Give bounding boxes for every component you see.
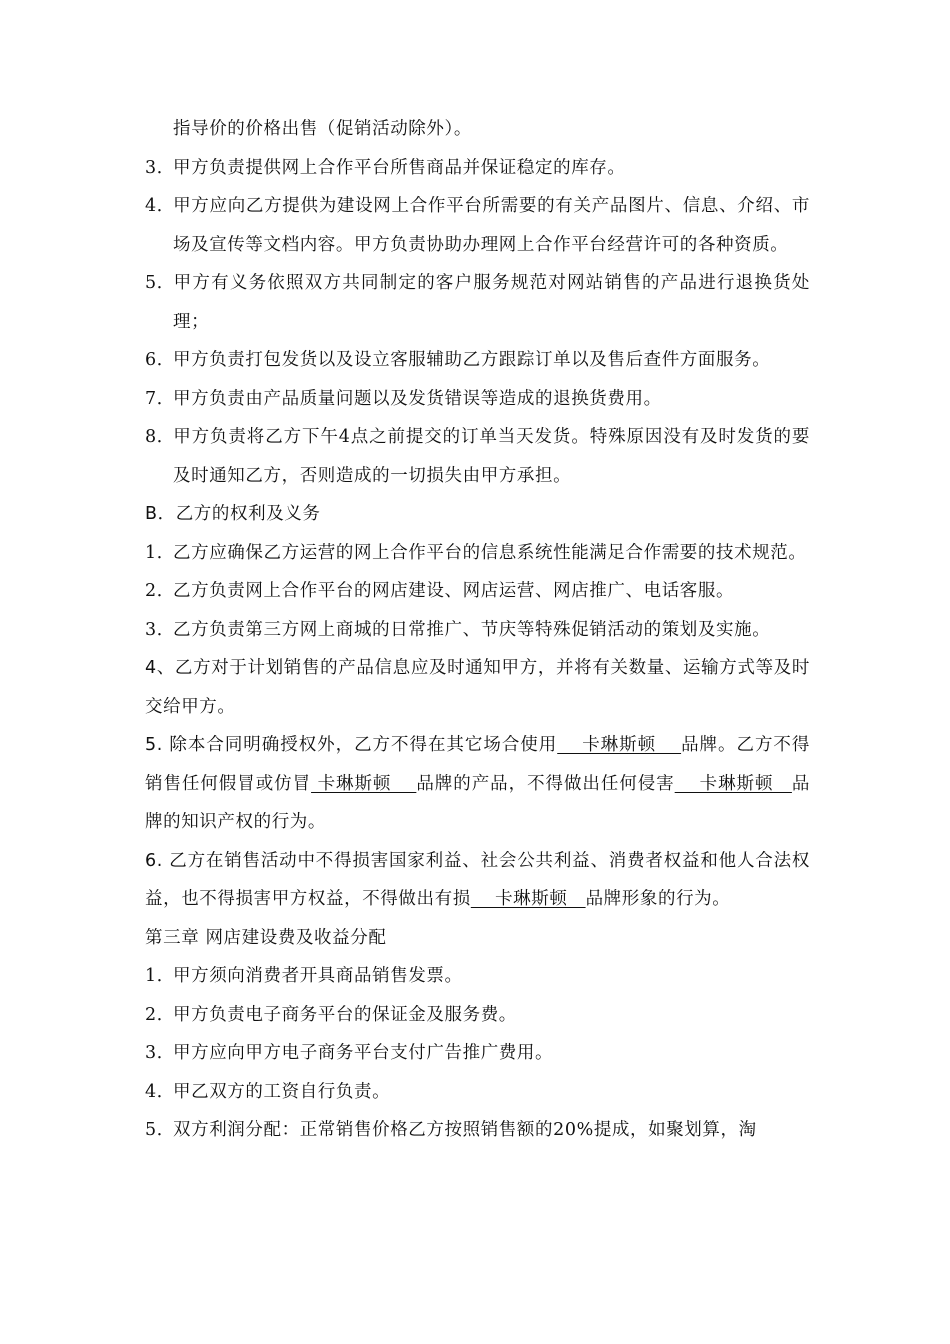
item-a7 [145, 380, 810, 419]
item-text: 甲方负责打包发货以及设立客服辅助乙方跟踪订单以及售后查件方面服务。 [173, 350, 771, 370]
item-text: 甲方有义务依照双方共同制定的客户服务规范对网站销售的产品进行退换货处理； [173, 273, 810, 332]
item-number: 1． [145, 542, 175, 563]
brand-name-underlined: 卡琳斯顿 [674, 773, 792, 794]
item-text: 甲方应向甲方电子商务平台支付广告推广费用。 [173, 1043, 554, 1063]
item-text: 品牌的产品，不得做出任何侵害 [416, 773, 675, 794]
item-text: 甲方须向消费者开具商品销售发票。 [173, 966, 463, 986]
item-b2 [145, 572, 810, 611]
item-text: 品牌。乙方不得销售任何假冒或仿冒 [145, 735, 810, 794]
item-text: 双方利润分配：正常销售价格乙方按照销售额的 [173, 1120, 554, 1140]
item-a8 [145, 418, 810, 495]
item-hour-value: 4 [338, 427, 351, 447]
item-percent-value: 20% [553, 1120, 594, 1140]
brand-name-underlined: 卡琳斯顿 [470, 889, 586, 909]
item-number: 3． [145, 157, 175, 178]
item-text: 甲方负责将乙方下午 [173, 427, 339, 447]
item-c4 [145, 1073, 810, 1112]
section-heading-b [145, 495, 810, 534]
item-b3 [145, 611, 810, 650]
item-b4 [145, 649, 810, 726]
item-text: 品牌形象的行为。 [585, 889, 731, 909]
item-number: 7． [145, 388, 175, 409]
item-a5 [145, 264, 810, 341]
brand-name-underlined: 卡琳斯顿 [311, 773, 417, 794]
item-number: 8． [145, 427, 175, 447]
item-c5 [145, 1111, 810, 1150]
item-text: 甲方负责提供网上合作平台所售商品并保证稳定的库存。 [173, 157, 626, 178]
item-b5 [145, 726, 810, 842]
item-number: 1． [145, 966, 175, 986]
item-text: 提成，如聚划算，淘 [593, 1120, 757, 1140]
item-a6 [145, 341, 810, 380]
item-text: 甲方应向乙方提供为建设网上合作平台所需要的有关产品图片、信息、介绍、市场及宣传等文档内容。甲方负责协助办理网上合作平台经营许可的各种资质。 [173, 196, 810, 255]
item-text: 5. 除本合同明确授权外，乙方不得在其它场合使用 [145, 735, 558, 755]
item-c1 [145, 957, 810, 996]
paragraph-text: 指导价的价格出售（促销活动除外）。 [173, 119, 472, 139]
item-text: 甲方负责电子商务平台的保证金及服务费。 [173, 1004, 517, 1025]
section-heading-text: B．乙方的权利及义务 [145, 504, 321, 524]
chapter-heading [145, 919, 810, 958]
item-c2 [145, 996, 810, 1035]
item-text: 品牌的知识产权的行为。 [145, 773, 811, 832]
item-number: 4． [145, 196, 175, 216]
brand-name-underlined: 卡琳斯顿 [557, 735, 682, 755]
item-number: 2． [145, 1004, 175, 1025]
item-number: 6． [145, 350, 175, 370]
item-text: 乙方负责网上合作平台的网店建设、网店运营、网店推广、电话客服。 [173, 581, 735, 601]
item-text: 4、乙方对于计划销售的产品信息应及时通知甲方，并将有关数量、运输方式等及时交给甲方。 [145, 658, 810, 717]
document-body [145, 110, 810, 1150]
item-number: 2． [145, 581, 175, 601]
item-a3 [145, 149, 810, 188]
item-number: 3． [145, 619, 175, 640]
item-text: 乙方负责第三方网上商城的日常推广、节庆等特殊促销活动的策划及实施。 [173, 619, 771, 640]
item-a4 [145, 187, 810, 264]
item-number: 5． [145, 273, 175, 293]
item-number: 4． [145, 1081, 175, 1102]
item-number: 3． [145, 1043, 175, 1063]
item-text: 甲方负责由产品质量问题以及发货错误等造成的退换货费用。 [173, 388, 662, 409]
item-b1 [145, 534, 810, 573]
item-text: 甲乙双方的工资自行负责。 [173, 1081, 391, 1102]
item-number: 5． [145, 1120, 175, 1140]
item-text: 6. 乙方在销售活动中不得损害国家利益、社会公共利益、消费者权益和他人合法权益，也不得损害甲方权益，不得做出有损 [145, 850, 810, 909]
item-b6 [145, 842, 810, 919]
item-text: 点之前提交的订单当天发货。特殊原因没有及时发货的要及时通知乙方，否则造成的一切损失由甲方承担。 [173, 427, 810, 486]
chapter-heading-text: 第三章 网店建设费及收益分配 [145, 927, 387, 948]
item-text: 乙方应确保乙方运营的网上合作平台的信息系统性能满足合作需要的技术规范。 [173, 542, 807, 563]
paragraph-continued [145, 110, 810, 149]
item-c3 [145, 1034, 810, 1073]
